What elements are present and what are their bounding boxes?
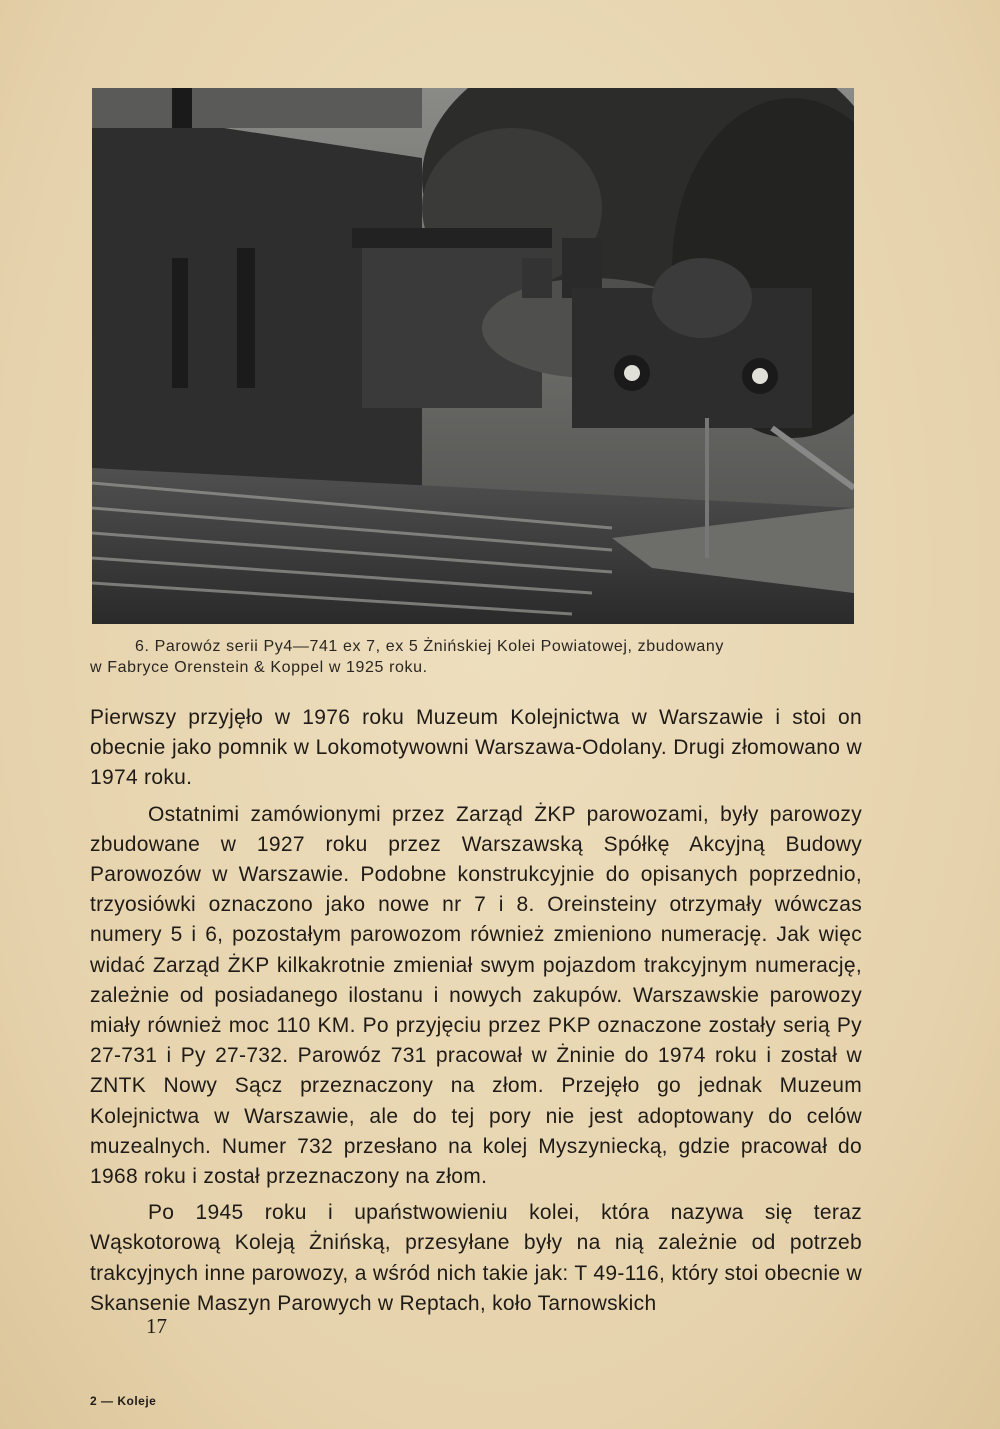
- photo-caption: [90, 636, 866, 678]
- page-number: 17: [146, 1314, 167, 1338]
- paragraph-1: Pierwszy przyjęło w 1976 roku Muzeum Kolejnictwa w Warszawie i stoi on obecnie jako pomnik w Lokomotywowni Warszawa-Odolany. Drugi złomowano w 1974 roku.: [90, 706, 862, 790]
- locomotive-photo-illustration: [92, 88, 854, 624]
- printer-signature: 2 — Koleje: [90, 1394, 157, 1408]
- caption-line-2: w Fabryce Orenstein & Koppel w 1925 roku.: [90, 659, 428, 676]
- paragraph-3: Po 1945 roku i upaństwowieniu kolei, która nazywa się teraz Wąskotorową Koleją Żnińską, przesyłane były na nią zależnie od potrzeb trakcyjnych inne parowozy, a wśród nich takie jak: T 49-116, który stoi obecnie w Skansenie Maszyn Parowych w Reptach, koło Tarnowskich: [90, 1201, 862, 1315]
- body-text: [90, 703, 862, 1325]
- caption-line-1: Parowóz serii Py4—741 ex 7, ex 5 Żnińskiej Kolei Powiatowej, zbudowany: [154, 638, 724, 655]
- locomotive-photo: [92, 88, 854, 624]
- paragraph-2: Ostatnimi zamówionymi przez Zarząd ŻKP parowozami, były parowozy zbudowane w 1927 roku przez Warszawską Spółkę Akcyjną Budowy Parowozów w Warszawie. Podobne konstrukcyjnie do opisanych poprzednio, trzyosiówki oznaczono jako nowe nr 7 i 8. Oreinsteiny otrzymały wówczas numery 5 i 6, pozostałym parowozom również zmieniono numerację. Jak więc widać Zarząd ŻKP kilkakrotnie zmieniał swym pojazdom trakcyjnym numerację, zależnie od posiadanego ilostanu i nowych zakupów. Warszawskie parowozy miały również moc 110 KM. Po przyjęciu przez PKP oznaczone zostały serią Py 27-731 i Py 27-732. Parowóz 731 pracował w Żninie do 1974 roku i został w ZNTK Nowy Sącz przeznaczony na złom. Przejęło go jednak Muzeum Kolejnictwa w Warszawie, ale do tej pory nie jest adoptowany do celów muzealnych. Numer 732 przesłano na kolej Myszyniecką, gdzie pracował do 1968 roku i został przeznaczony na złom.: [90, 802, 862, 1189]
- caption-number: 6.: [135, 638, 150, 655]
